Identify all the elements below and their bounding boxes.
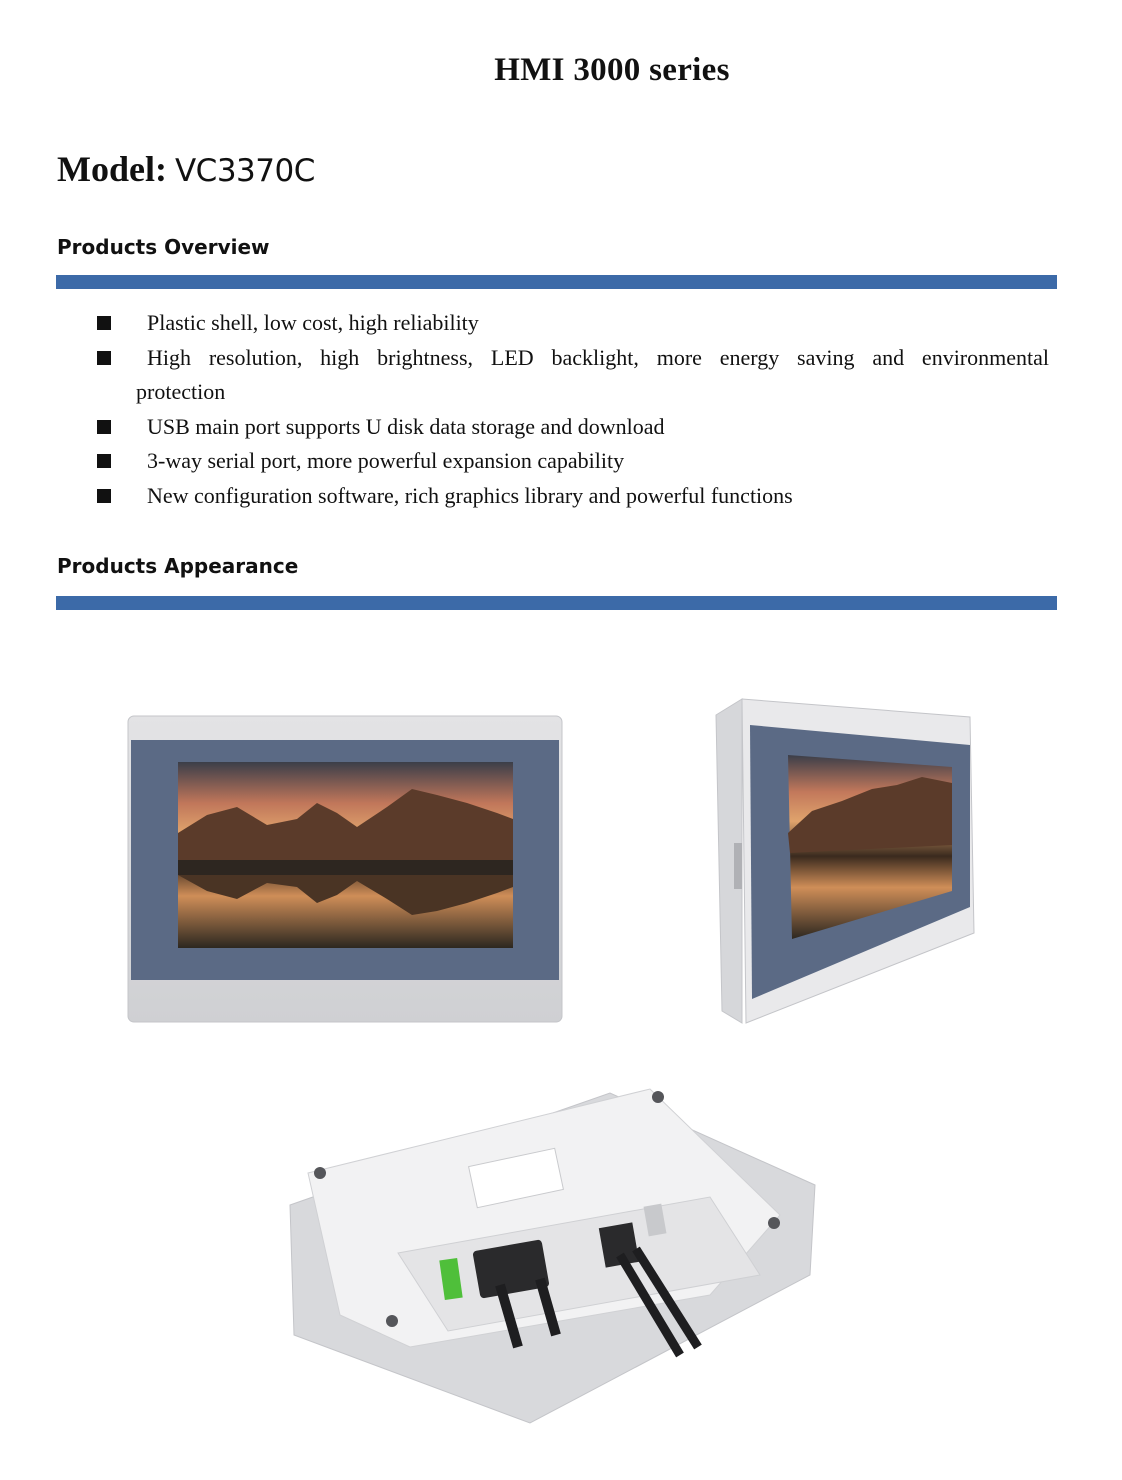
- model-line: [57, 148, 315, 190]
- feature-list: [97, 306, 1049, 513]
- model-label: Model:: [57, 149, 167, 189]
- feature-text: 3-way serial port, more powerful expansion capability: [147, 448, 625, 473]
- overview-rule: [56, 275, 1057, 289]
- square-bullet-icon: [97, 454, 111, 468]
- feature-item: [97, 479, 1049, 514]
- appearance-rule: [56, 596, 1057, 610]
- feature-text: USB main port supports U disk data storage and download: [147, 413, 665, 439]
- hmi-rear-ports-view-image: [280, 1085, 820, 1425]
- feature-item: [97, 341, 1049, 410]
- overview-heading: Products Overview: [57, 235, 270, 259]
- square-bullet-icon: [97, 316, 111, 330]
- feature-text: Plastic shell, low cost, high reliability: [147, 310, 479, 335]
- hmi-angled-view-image: [712, 693, 976, 1027]
- appearance-heading: Products Appearance: [57, 554, 299, 578]
- series-title: HMI 3000 series: [494, 52, 730, 88]
- model-value: VC3370C: [174, 153, 315, 189]
- feature-item: [97, 444, 1049, 479]
- square-bullet-icon: [97, 489, 111, 503]
- square-bullet-icon: [97, 351, 111, 365]
- feature-text: High resolution, high brightness, LED backlight, more energy saving and environmental: [147, 344, 1049, 370]
- feature-text: New configuration software, rich graphics library and powerful functions: [147, 482, 793, 508]
- feature-item: [97, 306, 1049, 341]
- square-bullet-icon: [97, 420, 111, 434]
- hmi-front-view-image: [127, 715, 563, 1023]
- feature-item: [97, 410, 1049, 445]
- feature-text-continuation: protection: [136, 379, 226, 404]
